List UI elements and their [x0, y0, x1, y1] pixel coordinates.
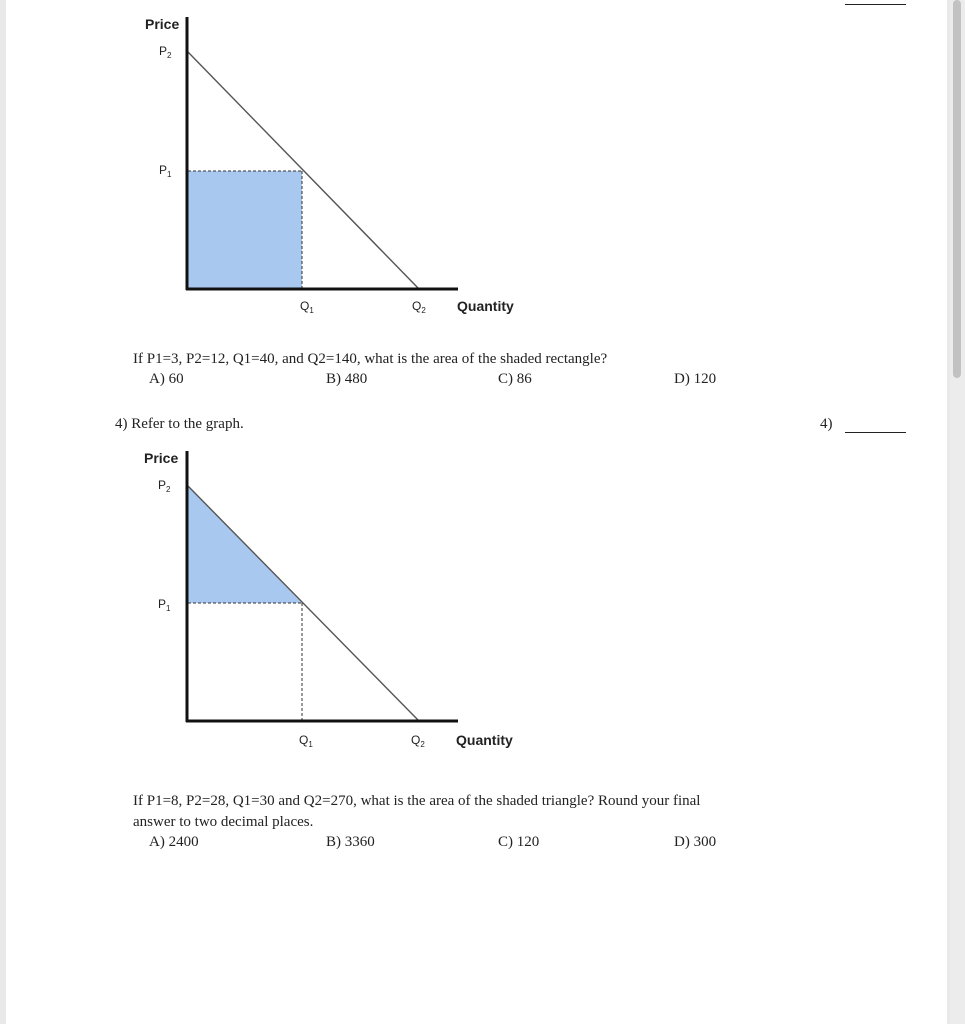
question-3-text: If P1=3, P2=12, Q1=40, and Q2=140, what is the area of the shaded rectangle?	[133, 351, 608, 367]
question-3-choice-c: C) 86	[498, 371, 532, 387]
question-4-prompt: 4) Refer to the graph.	[115, 416, 244, 432]
question-4-right-number: 4)	[820, 416, 833, 432]
graph-1-p1-label: $P_1$	[159, 163, 172, 179]
question-4-choice-d: D) 300	[674, 834, 717, 850]
graph-2-y-axis-label: Price	[144, 450, 179, 466]
question-3-choice-a: A) 60	[149, 371, 184, 387]
scrollbar-thumb[interactable]	[953, 0, 961, 378]
question-4-choice-c: C) 120	[498, 834, 540, 850]
question-4-choice-a: A) 2400	[149, 834, 199, 850]
graph-1-p2-label: $P_2$	[159, 44, 172, 60]
graph-2-q1-label: $Q_1$	[299, 733, 313, 749]
graph-2-q2-label: $Q_2$	[411, 733, 425, 749]
graph-1-x-axis-label: Quantity	[457, 298, 514, 314]
graph-2-p2-label: $P_2$	[158, 478, 171, 494]
question-4-choice-b: B) 3360	[326, 834, 375, 850]
question-3-choice-b: B) 480	[326, 371, 368, 387]
graph-1-q1-label: $Q_1$	[300, 299, 314, 315]
vertical-scrollbar[interactable]	[950, 0, 965, 1024]
graph-2-p1-label: $P_1$	[158, 597, 171, 613]
question-4-text-line-2: answer to two decimal places.	[133, 814, 314, 830]
answer-blank-q4[interactable]	[845, 432, 906, 433]
graph-1-shaded-rectangle	[188, 171, 302, 288]
graph-1-y-axis-label: Price	[145, 16, 180, 32]
graph-2-x-axis-label: Quantity	[456, 732, 513, 748]
question-3-choice-d: D) 120	[674, 371, 717, 387]
question-4-text-line-1: If P1=8, P2=28, Q1=30 and Q2=270, what is the area of the shaded triangle? Round your final	[133, 793, 701, 809]
graph-1-q2-label: $Q_2$	[412, 299, 426, 315]
